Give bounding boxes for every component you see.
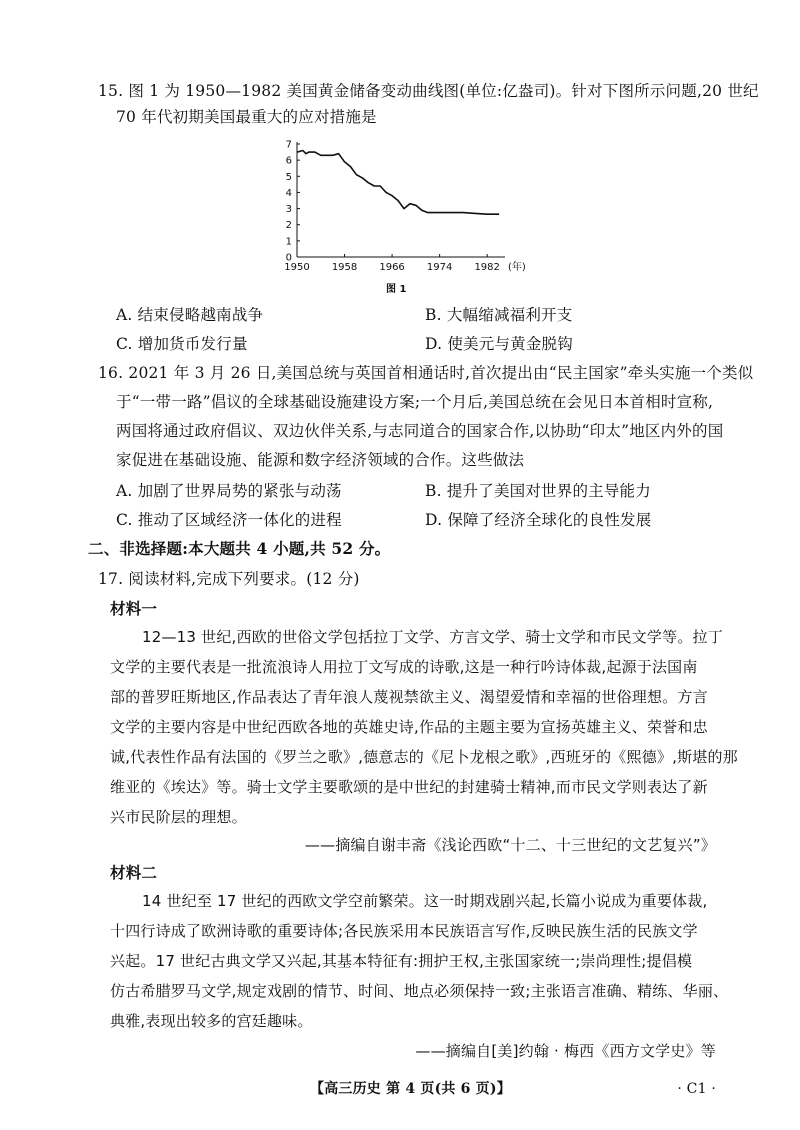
q15-stem-line2: 70 年代初期美国最重大的应对措施是 — [116, 108, 377, 126]
material1-line: 兴市民阶层的理想。 — [110, 808, 247, 826]
chart-series — [297, 151, 499, 215]
q16-stem-line: 家促进在基础设施、能源和数字经济领域的合作。这些做法 — [116, 451, 525, 469]
material2-line: 兴起。17 世纪古典文学又兴起,其基本特征有:拥护王权,主张国家统一;崇尚理性;提倡模 — [110, 952, 693, 970]
footer-page-info: 【高三历史 第 4 页(共 6 页)】 — [310, 1081, 511, 1097]
material1-line: 诚,代表性作品有法国的《罗兰之歌》,德意志的《尼卜龙根之歌》,西班牙的《熙德》,斯堪的那 — [110, 748, 738, 766]
y-tick-label: 4 — [285, 187, 292, 199]
material2-line: 仿古希腊罗马文学,规定戏剧的情节、时间、地点必须保持一致;主张语言准确、精练、华丽、 — [110, 982, 729, 1000]
material1-line: 维亚的《埃达》等。骑士文学主要歌颂的是中世纪的封建骑士精神,而市民文学则表达了新 — [110, 778, 708, 796]
q16-option-b: B. 提升了美国对世界的主导能力 — [425, 482, 651, 500]
q16-option-c: C. 推动了区域经济一体化的进程 — [116, 511, 342, 529]
x-tick-label: 1982 — [474, 262, 500, 273]
material1-label: 材料一 — [110, 599, 158, 618]
y-tick-label: 2 — [285, 220, 292, 232]
x-tick-label: 1958 — [331, 262, 358, 273]
y-tick-label: 1 — [285, 236, 292, 248]
material1-line: 文学的主要代表是一批流浪诗人用拉丁文写成的诗歌,这是一种行吟诗体裁,起源于法国南 — [110, 658, 698, 676]
x-tick-label: 1950 — [284, 262, 310, 273]
y-tick-label: 6 — [285, 155, 292, 167]
material1-line: 文学的主要内容是中世纪西欧各地的英雄史诗,作品的主题主要为宣扬英雄主义、荣誉和忠 — [110, 718, 708, 736]
q15-option-b: B. 大幅缩减福利开支 — [425, 306, 573, 324]
material2-line: 十四行诗成了欧洲诗歌的重要诗体;各民族采用本民族语言写作,反映民族生活的民族文学 — [110, 922, 698, 940]
material1-line: 部的普罗旺斯地区,作品表达了青年浪人蔑视禁欲主义、渴望爱情和幸福的世俗理想。方言 — [110, 688, 708, 706]
material1-line: 12—13 世纪,西欧的世俗文学包括拉丁文学、方言文学、骑士文学和市民文学等。拉丁 — [142, 628, 723, 646]
q16-stem-line: 于“一带一路”倡议的全球基础设施建设方案;一个月后,美国总统在会见日本首相时宣称, — [116, 393, 714, 411]
section2-heading: 二、非选择题:本大题共 4 小题,共 52 分。 — [88, 539, 391, 558]
footer-code: · C1 · — [677, 1081, 716, 1097]
q16-option-a: A. 加剧了世界局势的紧张与动荡 — [116, 482, 342, 500]
y-tick-label: 7 — [285, 139, 292, 151]
chart-xlabel: (年) — [508, 262, 526, 273]
q16-stem-line: 两国将通过政府倡议、双边伙伴关系,与志同道合的国家合作,以协助“印太”地区内外的国 — [116, 422, 724, 440]
chart-ticks — [284, 140, 500, 274]
material2-line: 14 世纪至 17 世纪的西欧文学空前繁荣。这一时期戏剧兴起,长篇小说成为重要体裁, — [142, 892, 708, 910]
material2-label: 材料二 — [110, 863, 158, 882]
q17-stem: 17. 阅读材料,完成下列要求。(12 分) — [98, 570, 360, 588]
q16-stem-line: 16. 2021 年 3 月 26 日,美国总统与英国首相通话时,首次提出由“民主国家”牵头实施一个类似 — [98, 364, 754, 382]
q16-option-d: D. 保障了经济全球化的良性发展 — [425, 511, 652, 529]
q15-option-d: D. 使美元与黄金脱钩 — [425, 335, 573, 353]
x-tick-label: 1974 — [426, 262, 453, 273]
q15-stem-line1: 15. 图 1 为 1950—1982 美国黄金储备变动曲线图(单位:亿盎司)。针对下图所示问题,20 世纪 — [98, 82, 759, 100]
x-tick-label: 1966 — [379, 262, 405, 273]
y-tick-label: 5 — [285, 171, 292, 183]
material1-source: ——摘编自谢丰斋《浅论西欧“十二、十三世纪的文艺复兴”》 — [304, 836, 716, 854]
q15-option-a: A. 结束侵略越南战争 — [116, 306, 264, 324]
y-tick-label: 0 — [285, 252, 292, 264]
material2-source: ——摘编自[美]约翰 · 梅西《西方文学史》等 — [415, 1042, 716, 1060]
y-tick-label: 3 — [285, 204, 292, 216]
gold-reserve-chart — [270, 136, 530, 300]
chart-caption: 图 1 — [386, 284, 407, 295]
chart-axes — [297, 142, 505, 257]
q15-option-c: C. 增加货币发行量 — [116, 335, 248, 353]
material2-line: 典雅,表现出较多的宫廷趣味。 — [110, 1012, 313, 1030]
series-line-gold-reserve — [297, 151, 499, 215]
